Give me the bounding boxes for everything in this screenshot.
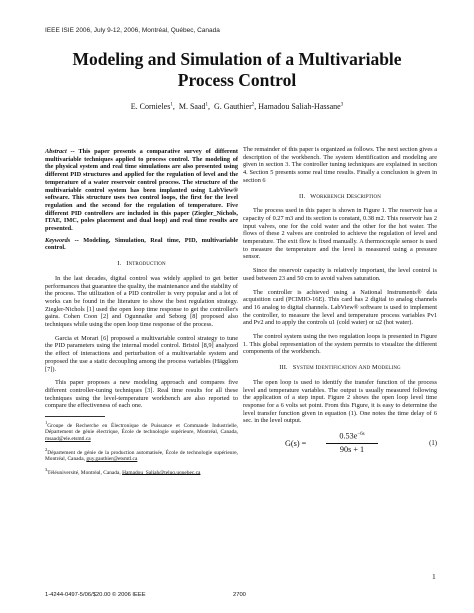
- email-link[interactable]: msaad@ele.etsmtl.ca: [45, 436, 91, 443]
- author-affiliation-mark: 3: [340, 102, 344, 108]
- footnote: $^1$Groupe de Recherche en Électronique de Puissance et Commande Industrielle, Département de génie électrique, École de technologie supérieure, Montréal, Canada, msaad@ele.etsmtl.ca: [45, 420, 238, 443]
- left-column: [45, 148, 238, 480]
- section-heading-identification: III. SYSTEM IDENTIFICATION AND MODELING: [279, 364, 401, 372]
- keywords-text: Modeling, Simulation, Real time, PID, multivariable control.: [45, 236, 238, 252]
- workbench-paragraph: The controller is achieved using a National Instruments® data acquisition card (PCIMIO-16E). This card has 2 digital to analog channels and 16 analog to digital channels. LabView® software is used to implement the controller, to measure the level and temperature process variables Pv1 and Pv2 and to apply the controls u1 (cold water) or u2 (hot water).: [243, 288, 437, 327]
- right-column: [243, 146, 437, 461]
- outline-paragraph: The remainder of this paper is organized as follows. The next section gives a description of the workbench. The system identification and modeling are given in section 3. The controller tuning techniques are explained in section 4. Section 5 presents some real time results. Finally a conclusion is given in section 6: [243, 146, 437, 184]
- author-affiliation-mark: 1: [205, 102, 209, 108]
- identification-paragraph: The open loop is used to identify the transfer function of the process level and temperature variables. The output is usually measured following the application of a step input. Figure 2 shows the open loop level time response for a 6 volts set point. From this Figure, it is easy to determine the level transfer function given in equation (1). One notes the time delay of 6 sec. in the level output.: [243, 378, 437, 425]
- footnote: $^2$Département de génie de la production automatisée, École de technologie supérieure, Montréal, Canada, guy.gauthier@etsmtl.ca: [45, 446, 238, 463]
- transfer-function-equation: [243, 431, 437, 461]
- email-link[interactable]: Hamadou_Saliah@teluq.uquebec.ca: [122, 469, 201, 476]
- author-name: E. Cornieles: [130, 102, 171, 111]
- equation-denominator: 90s + 1: [339, 444, 365, 454]
- intro-paragraph: This paper proposes a new modeling approach and compares five different controller-tuning techniques [3]. Real time results for all these techniques using the level-temperature workbench are also reported to compare the effectiveness of each one.: [45, 379, 238, 410]
- page-number: 1: [432, 572, 436, 581]
- equation-exponent: −6s: [357, 432, 365, 438]
- author-list: E. Cornieles$^1$, M. Saad$^1$, G. Gauthier$^2$, Hamadou Saliah-Hassane$^3$: [130, 102, 344, 111]
- intro-paragraph: Garcia et Morari [6] proposed a multivariable control strategy to tune the PID parameters using the internal model control. Bristol [8,9] analyzed the effect of interactions and perturbation of a multivariable system and proposed the use a static decoupling among the process variables (Hägglom [7]).: [45, 334, 238, 373]
- section-heading-introduction: I. INTRODUCTION: [117, 260, 166, 268]
- workbench-paragraph: Since the reservoir capacity is relatively important, the level control is used between 23 and 50 cm to avoid valves saturation.: [243, 267, 437, 282]
- page-footer-number: 2700: [233, 592, 246, 598]
- section-heading-workbench: II. WORKBENCH DESCRIPTION: [299, 192, 381, 200]
- equation-numerator: $0.53e^{-6s}$: [326, 431, 378, 443]
- equation-lhs: G(s) =: [285, 439, 307, 449]
- abstract-text: This paper presents a comparative survey of different multivariable techniques applied to process control. The modeling of the physical system and real time simulations are also presented using different PID structures and applied for the regulation of level and the temperature of a water reservoir control process. The structure of the multivariable control system has been implanted using LabView® software. This structure uses two control loops, the first for the level regulation and the second for the regulation of temperature. Five different PID controllers are included in this paper (Ziegler_Nichols, ITAE, IMC, poles placement and dual loop) and real time results are presented.: [45, 148, 238, 233]
- abstract-label: Abstract --: [45, 148, 75, 155]
- author-affiliation-mark: 1: [170, 102, 173, 108]
- abstract: [45, 148, 238, 233]
- workbench-paragraph: The control system using the two regulation loops is presented in Figure 1. This global representation of the system permits to visualize the different components of the workbench.: [243, 333, 437, 356]
- footnote: $^3$Téléuniversité, Montréal, Canada, Hamadou_Saliah@teluq.uquebec.ca: [45, 466, 201, 476]
- keywords-label: Keywords --: [45, 236, 79, 244]
- keywords: [45, 237, 238, 252]
- copyright-footer: 1-4244-0497-5/06/$20.00 © 2006 IEEE: [45, 592, 146, 598]
- workbench-paragraph: The process used in this paper is shown in Figure 1. The reservoir has a capacity of 0.27 m3 and its section is constant, 0.38 m2. This reservoir has 2 input valves, one for the cold water and the other for the hot water. The flows of these 2 valves are controled to achieve the regulation of level and temperature. The exit flow is fixed manually. A thermocouple sensor is used to measure the temperature and the level is measured using a pressure sensor.: [243, 207, 437, 261]
- equation-fraction: [326, 431, 378, 453]
- conference-header: IEEE ISIE 2006, July 9-12, 2006, Montréal, Québec, Canada: [45, 27, 220, 34]
- intro-paragraph: In the last decades, digital control was widely applied to get better performances that guarantee the quality, the maintenance and the stability of the process. The utilization of a PID controller is very popular and a lot of works can be found in the literature to show the best regulation strategy. Ziegler-Nichols [1] used the open loop time response to get the controller's gains. Cohen Coon [2] and Ogunnaike and Seborg [8] proposed also techniques while using the open loop time response of the process.: [45, 274, 238, 329]
- title-line-2: Process Control: [177, 70, 297, 90]
- footnote-divider: [45, 416, 105, 417]
- email-link[interactable]: guy.gauthier@etsmtl.ca: [86, 456, 138, 463]
- author-affiliation-mark: 2: [251, 102, 255, 108]
- author-name: G. Gauthier: [214, 102, 252, 111]
- author-name: Hamadou Saliah-Hassane: [258, 102, 341, 111]
- title-line-1: Modeling and Simulation of a Multivariable: [72, 49, 402, 69]
- equation-number: (1): [429, 440, 437, 448]
- paper-title: [0, 49, 474, 91]
- author-name: M. Saad: [178, 102, 206, 111]
